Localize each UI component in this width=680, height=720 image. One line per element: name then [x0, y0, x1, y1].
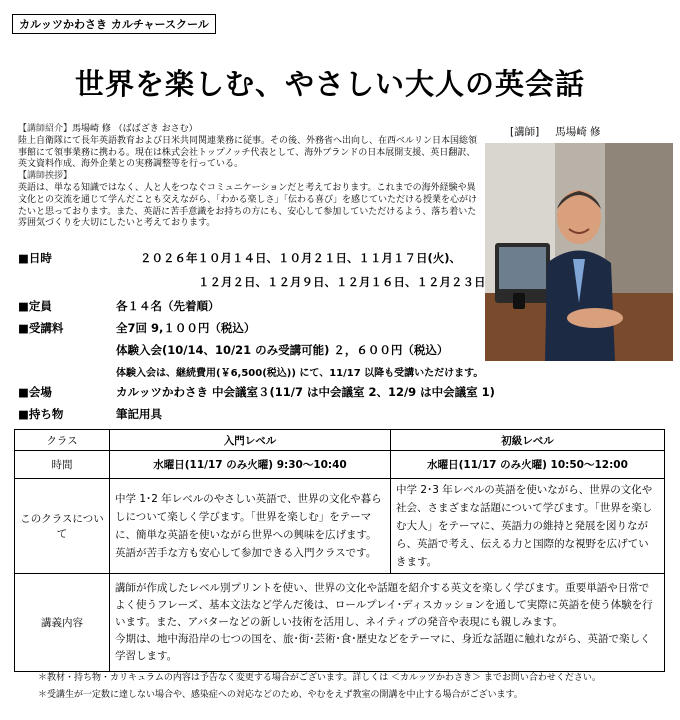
trial-fee: 体験入会(10/14、10/21 のみ受講可能) ２，６００円（税込）	[116, 343, 449, 357]
content-body	[110, 574, 665, 672]
trial-note: 体験入会は、継続費用(￥6,500(税込)) にて、11/17 以降も受講いただけます。	[116, 368, 484, 379]
instructor-photo	[485, 143, 673, 361]
elementary-time: 水曜日(11/17 のみ火曜) 10:50～12:00	[391, 451, 665, 479]
venue-value: カルッツかわさき 中会議室３(11/7 は中会議室 2、12/9 は中会議室 1)	[116, 385, 495, 399]
table-row	[15, 479, 665, 574]
fee-value: 全7回 9,１００円（税込）	[116, 321, 256, 335]
page-title: 世界を楽しむ、やさしい大人の英会話	[74, 67, 585, 101]
fee-label: ■受講料	[18, 321, 64, 335]
instructor-bio: 陸上自衛隊にて長年英語教育および日米共同関連業務に従事。その後、外務省へ出向し、在西ベルリン日本国総領事館にて領事業務に携わる。現在は株式会社トップノッチ代表として、海外ブランドの日本展開支援、英日翻訳、英文資料作成、海外企業との実務調整等を行っている。	[18, 135, 478, 170]
photo-caption-label: [講師]	[510, 126, 540, 138]
table-row	[15, 451, 665, 479]
date-label: ■日時	[18, 251, 52, 265]
venue-label: ■会場	[18, 385, 52, 399]
photo-caption-name: 馬場崎 修	[555, 126, 601, 138]
table-row	[15, 574, 665, 672]
photo-caption	[510, 124, 601, 139]
content-label: 講義内容	[15, 574, 110, 672]
elementary-header: 初級レベル	[391, 430, 665, 451]
time-label: 時間	[15, 451, 110, 479]
intro-heading: 【講師紹介】	[18, 124, 73, 134]
class-table	[14, 429, 665, 672]
beginner-time: 水曜日(11/17 のみ火曜) 9:30～10:40	[110, 451, 391, 479]
footer-note-1: ＊教材・持ち物・カリキュラムの内容は予告なく変更する場合がございます。詳しくは ＜カルッツかわさき＞ までお問い合わせください。	[38, 673, 601, 683]
date-line-1: ２０２６年１０月１４日、１０月２１日、１１月１７日(火)、	[140, 251, 462, 265]
instructor-intro	[18, 124, 478, 230]
date-line-2: １２月２日、１２月９日、１２月１６日、１２月２３日	[198, 275, 486, 289]
elementary-about: 中学 2･3 年レベルの英語を使いながら、世界の文化や社会、さまざまな話題について学びます。「世界を楽しむ大人」をテーマに、英語力の維持と発展を図りながら、英語で考え、伝える力と国際的な視野を広げていきます。	[391, 479, 665, 574]
greeting-heading: 【講師挨拶】	[18, 171, 73, 182]
about-label: このクラスについて	[15, 479, 110, 574]
capacity-label: ■定員	[18, 299, 52, 313]
content-text-2: 今期は、地中海沿岸の七つの国を、旅･街･芸術･食･歴史などをテーマに、身近な話題に触れながら、英語で楽しく学習します。	[115, 633, 651, 662]
table-row	[15, 430, 665, 451]
class-header-label: クラス	[15, 430, 110, 451]
beginner-about: 中学 1･2 年レベルのやさしい英語で、世界の文化や暮らしについて楽しく学びます。「世界を楽しむ」をテーマに、簡単な英語を使いながら世界への興味を広げます。英語が苦手な方も安心して参加できる入門クラスです。	[110, 479, 391, 574]
footer-note-2: ＊受講生が一定数に達しない場合や、感染症への対応などのため、やむをえず教室の開講を中止する場合がございます。	[38, 690, 523, 700]
instructor-name: 馬場崎 修 （ばばざき おさむ）	[72, 124, 198, 134]
beginner-header: 入門レベル	[110, 430, 391, 451]
capacity-value: 各１４名（先着順）	[116, 299, 220, 313]
items-value: 筆記用具	[116, 407, 162, 421]
content-text: 講師が作成したレベル別プリントを使い、世界の文化や話題を紹介する英文を楽しく学びます。重要単語や日常でよく使うフレーズ、基本文法など学んだ後は、ロールプレイ･ディスカッションを通して実際に英語を使う体験を行います。また、アバターなどの新しい技術を活用し、ネイティブの発音や表現にも親しみます。	[115, 582, 653, 628]
items-label: ■持ち物	[18, 407, 64, 421]
instructor-greeting: 英語は、単なる知識ではなく、人と人をつなぐコミュニケーションだと考えております。これまでの海外経験や異文化との交流を通じて学んだことも交えながら、「わかる楽しさ」「伝わる喜び」を感じていただける授業を心がけたいと思っております。また、英語に苦手意識をお持ちの方にも、安心して参加していただけるよう、落ち着いた雰囲気づくりを大切にしたいと考えております。	[18, 182, 478, 229]
school-name-badge: カルッツかわさき カルチャースクール	[12, 14, 216, 34]
